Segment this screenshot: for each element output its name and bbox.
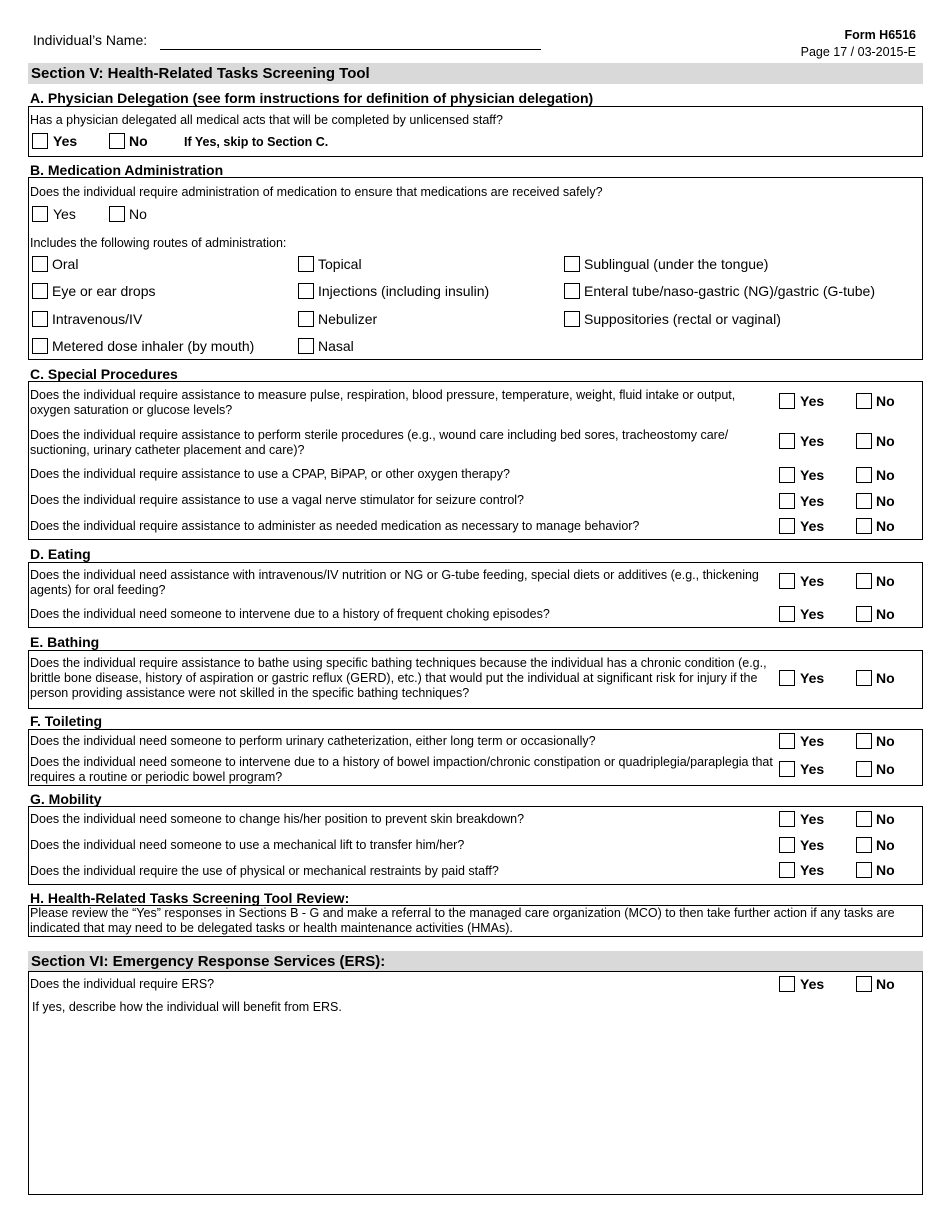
- route-eye-ear-label: Eye or ear drops: [52, 283, 156, 299]
- section-a-question: Has a physician delegated all medical acts that will be completed by unlicensed staff?: [30, 113, 503, 127]
- g2-yes-label: Yes: [800, 837, 825, 853]
- c3-yes-checkbox[interactable]: [779, 467, 795, 483]
- section-6-describe-label: If yes, describe how the individual will benefit from ERS.: [32, 1000, 342, 1014]
- c1-yes-label: Yes: [800, 393, 825, 409]
- c1-no-checkbox[interactable]: [856, 393, 872, 409]
- f1-yes-label: Yes: [800, 733, 825, 749]
- route-oral-checkbox[interactable]: [32, 256, 48, 272]
- section-b-question: Does the individual require administration of medication to ensure that medications are received safely?: [30, 185, 603, 199]
- section-g-question-1: Does the individual need someone to change his/her position to prevent skin breakdown?: [30, 812, 525, 826]
- section-6-bar: [28, 951, 923, 972]
- d2-yes-checkbox[interactable]: [779, 606, 795, 622]
- section-f-heading: F. Toileting: [30, 713, 103, 729]
- section-f-question-2: Does the individual need someone to intervene due to a history of bowel impaction/chronic constipation or quadriplegia/paraplegia that requires a routine or periodic bowel program?: [30, 755, 773, 784]
- e1-yes-checkbox[interactable]: [779, 670, 795, 686]
- d2-no-checkbox[interactable]: [856, 606, 872, 622]
- section-5-title: Section V: Health-Related Tasks Screening Tool: [31, 65, 370, 82]
- section-5-bar: [28, 63, 923, 84]
- f1-no-checkbox[interactable]: [856, 733, 872, 749]
- c5-no-label: No: [876, 518, 895, 534]
- section-h-text: Please review the “Yes” responses in Sections B - G and make a referral to the managed care organization (MCO) to then take further action if any tasks are indicated that may need to be delegated tasks or health maintenance activities (HMAs).: [30, 906, 895, 935]
- route-nebulizer-label: Nebulizer: [318, 311, 378, 327]
- section-b-box: [28, 177, 923, 360]
- section-c-heading: C. Special Procedures: [30, 366, 178, 382]
- d1-yes-label: Yes: [800, 573, 825, 589]
- section-a-note: If Yes, skip to Section C.: [184, 135, 329, 149]
- ers-description-area[interactable]: [30, 1018, 918, 1190]
- form-number: Form H6516: [844, 28, 916, 42]
- f1-no-label: No: [876, 733, 895, 749]
- route-sublingual-label: Sublingual (under the tongue): [584, 256, 769, 272]
- g1-no-label: No: [876, 811, 895, 827]
- route-inhaler-checkbox[interactable]: [32, 338, 48, 354]
- c3-yes-label: Yes: [800, 467, 825, 483]
- ers-yes-checkbox[interactable]: [779, 976, 795, 992]
- route-oral-label: Oral: [52, 256, 79, 272]
- g2-no-label: No: [876, 837, 895, 853]
- c5-yes-label: Yes: [800, 518, 825, 534]
- ers-no-label: No: [876, 976, 895, 992]
- g3-no-label: No: [876, 862, 895, 878]
- c5-yes-checkbox[interactable]: [779, 518, 795, 534]
- section-c-question-4: Does the individual require assistance to use a vagal nerve stimulator for seizure control?: [30, 493, 525, 507]
- d1-yes-checkbox[interactable]: [779, 573, 795, 589]
- section-f-question-1: Does the individual need someone to perform urinary catheterization, either long term or occasionally?: [30, 734, 596, 748]
- section-g-heading: G. Mobility: [30, 791, 102, 807]
- d1-no-label: No: [876, 573, 895, 589]
- name-field-line[interactable]: [160, 49, 541, 50]
- e1-no-label: No: [876, 670, 895, 686]
- d2-no-label: No: [876, 606, 895, 622]
- g2-no-checkbox[interactable]: [856, 837, 872, 853]
- ers-no-checkbox[interactable]: [856, 976, 872, 992]
- route-enteral-label: Enteral tube/naso-gastric (NG)/gastric (G-tube): [584, 283, 875, 299]
- route-iv-checkbox[interactable]: [32, 311, 48, 327]
- route-topical-label: Topical: [318, 256, 362, 272]
- f2-no-checkbox[interactable]: [856, 761, 872, 777]
- c5-no-checkbox[interactable]: [856, 518, 872, 534]
- section-6-title: Section VI: Emergency Response Services (ERS):: [31, 953, 386, 970]
- g1-yes-label: Yes: [800, 811, 825, 827]
- c2-no-label: No: [876, 433, 895, 449]
- e1-no-checkbox[interactable]: [856, 670, 872, 686]
- route-eye-ear-checkbox[interactable]: [32, 283, 48, 299]
- g3-no-checkbox[interactable]: [856, 862, 872, 878]
- section-c-question-5: Does the individual require assistance to administer as needed medication as necessary to manage behavior?: [30, 519, 640, 533]
- g3-yes-checkbox[interactable]: [779, 862, 795, 878]
- section-g-question-2: Does the individual need someone to use a mechanical lift to transfer him/her?: [30, 838, 465, 852]
- f2-yes-label: Yes: [800, 761, 825, 777]
- route-topical-checkbox[interactable]: [298, 256, 314, 272]
- section-g-question-3: Does the individual require the use of physical or mechanical restraints by paid staff?: [30, 864, 499, 878]
- section-a-heading: A. Physician Delegation (see form instructions for definition of physician delegation): [30, 90, 594, 106]
- c1-yes-checkbox[interactable]: [779, 393, 795, 409]
- section-b-no-label: No: [129, 206, 147, 222]
- section-c-question-1: Does the individual require assistance to measure pulse, respiration, blood pressure, temperature, weight, fluid intake or output, oxygen saturation or glucose levels?: [30, 388, 736, 417]
- routes-label: Includes the following routes of administration:: [30, 236, 287, 250]
- section-h-heading: H. Health-Related Tasks Screening Tool Review:: [30, 890, 350, 906]
- section-e-heading: E. Bathing: [30, 634, 100, 650]
- g2-yes-checkbox[interactable]: [779, 837, 795, 853]
- route-nebulizer-checkbox[interactable]: [298, 311, 314, 327]
- c2-yes-label: Yes: [800, 433, 825, 449]
- g1-no-checkbox[interactable]: [856, 811, 872, 827]
- section-d-heading: D. Eating: [30, 546, 91, 562]
- f2-no-label: No: [876, 761, 895, 777]
- section-c-question-3: Does the individual require assistance to use a CPAP, BiPAP, or other oxygen therapy?: [30, 467, 510, 481]
- section-d-question-1: Does the individual need assistance with intravenous/IV nutrition or NG or G-tube feeding, special diets or additives (e.g., thickening agents) for oral feeding?: [30, 568, 759, 597]
- c1-no-label: No: [876, 393, 895, 409]
- c2-yes-checkbox[interactable]: [779, 433, 795, 449]
- c4-yes-checkbox[interactable]: [779, 493, 795, 509]
- section-a-no-label: No: [129, 133, 148, 149]
- c4-yes-label: Yes: [800, 493, 825, 509]
- g1-yes-checkbox[interactable]: [779, 811, 795, 827]
- e1-yes-label: Yes: [800, 670, 825, 686]
- c4-no-label: No: [876, 493, 895, 509]
- d2-yes-label: Yes: [800, 606, 825, 622]
- c4-no-checkbox[interactable]: [856, 493, 872, 509]
- name-label: Individual’s Name:: [33, 32, 148, 48]
- section-6-question: Does the individual require ERS?: [30, 977, 215, 991]
- route-suppositories-checkbox[interactable]: [564, 311, 580, 327]
- section-e-question-1: Does the individual require assistance to bathe using specific bathing techniques because the individual has a chronic condition (e.g., brittle bone disease, history of aspiration or gastric reflux (GERD), etc.) that would put the individual at significant risk for injury if the person providing assistance were not skilled in the specific bathing techniques?: [30, 656, 767, 700]
- section-b-yes-checkbox[interactable]: [32, 206, 48, 222]
- section-c-question-2: Does the individual require assistance to perform sterile procedures (e.g., wound care including bed sores, tracheostomy care/ suctioning, urinary catheter placement and care)?: [30, 428, 729, 457]
- route-injections-label: Injections (including insulin): [318, 283, 490, 299]
- section-b-yes-label: Yes: [53, 206, 76, 222]
- route-nasal-checkbox[interactable]: [298, 338, 314, 354]
- section-b-heading: B. Medication Administration: [30, 162, 224, 178]
- c3-no-label: No: [876, 467, 895, 483]
- route-inhaler-label: Metered dose inhaler (by mouth): [52, 338, 255, 354]
- section-a-no-checkbox[interactable]: [109, 133, 125, 149]
- route-sublingual-checkbox[interactable]: [564, 256, 580, 272]
- f1-yes-checkbox[interactable]: [779, 733, 795, 749]
- c3-no-checkbox[interactable]: [856, 467, 872, 483]
- f2-yes-checkbox[interactable]: [779, 761, 795, 777]
- route-nasal-label: Nasal: [318, 338, 354, 354]
- route-suppositories-label: Suppositories (rectal or vaginal): [584, 311, 781, 327]
- section-d-question-2: Does the individual need someone to intervene due to a history of frequent choking episodes?: [30, 607, 550, 621]
- route-injections-checkbox[interactable]: [298, 283, 314, 299]
- page-info: Page 17 / 03-2015-E: [800, 45, 916, 59]
- route-iv-label: Intravenous/IV: [52, 311, 143, 327]
- c2-no-checkbox[interactable]: [856, 433, 872, 449]
- route-enteral-checkbox[interactable]: [564, 283, 580, 299]
- d1-no-checkbox[interactable]: [856, 573, 872, 589]
- section-a-yes-label: Yes: [53, 133, 78, 149]
- section-b-no-checkbox[interactable]: [109, 206, 125, 222]
- section-a-yes-checkbox[interactable]: [32, 133, 48, 149]
- g3-yes-label: Yes: [800, 862, 825, 878]
- ers-yes-label: Yes: [800, 976, 825, 992]
